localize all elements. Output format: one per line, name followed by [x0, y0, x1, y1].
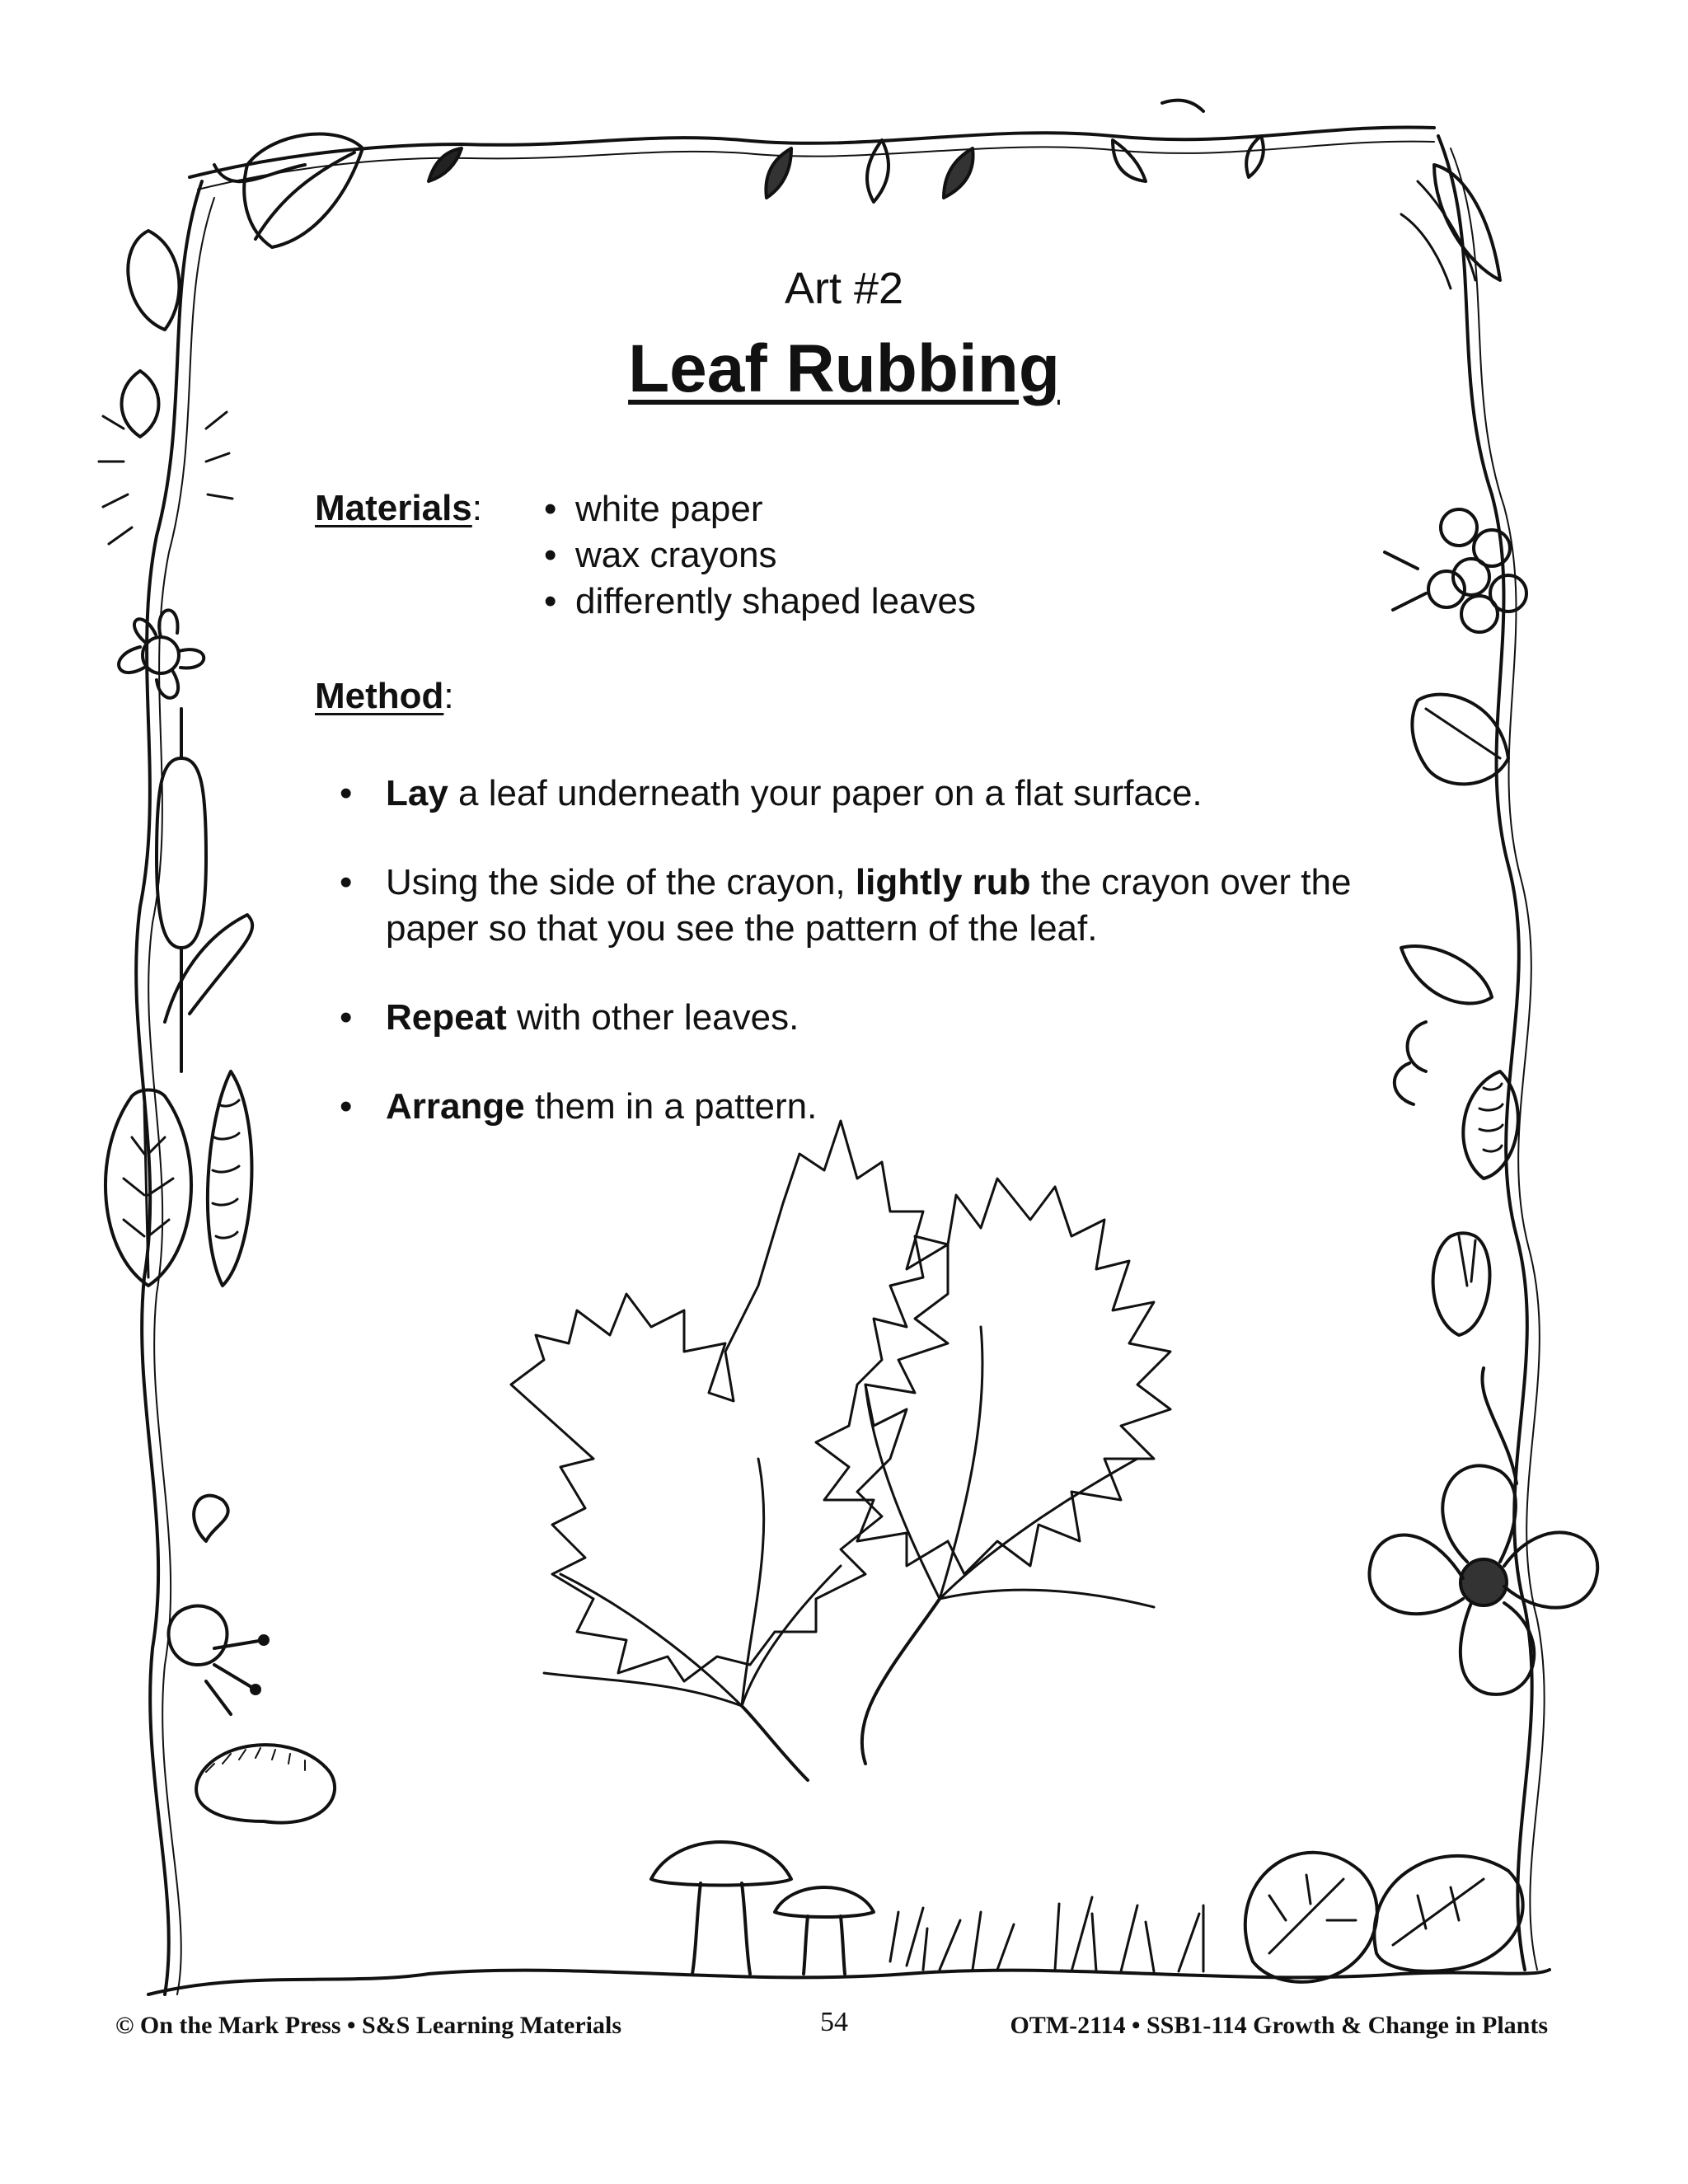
- materials-item: [544, 579, 976, 625]
- bullet-icon: •: [340, 1086, 353, 1127]
- footer-product-code: OTM-2114 • SSB1-114 Growth & Change in Plants: [1010, 2012, 1548, 2039]
- method-step: [340, 1084, 1378, 1130]
- materials-item-text: wax crayons: [575, 535, 777, 575]
- materials-item-text: differently shaped leaves: [575, 581, 976, 621]
- step-text: the crayon over the paper so that you see the pattern of the leaf.: [386, 862, 1352, 949]
- materials-heading: [315, 486, 482, 531]
- step-text: with other leaves.: [506, 997, 799, 1038]
- step-keyword: Arrange: [386, 1086, 525, 1127]
- materials-item: [544, 486, 976, 532]
- materials-colon: :: [471, 488, 482, 528]
- activity-number: Art #2: [784, 264, 904, 313]
- bullet-icon: •: [544, 489, 557, 529]
- bullet-icon: •: [544, 581, 557, 621]
- step-keyword: lightly rub: [855, 862, 1031, 902]
- method-step: [340, 860, 1378, 952]
- method-colon: :: [443, 676, 454, 716]
- materials-list: [544, 486, 976, 625]
- page-title: Leaf Rubbing: [628, 331, 1060, 406]
- materials-label: Materials: [315, 488, 472, 528]
- materials-item: [544, 532, 976, 579]
- footer-publisher: © On the Mark Press • S&S Learning Materials: [115, 2012, 621, 2039]
- method-label: Method: [315, 676, 444, 716]
- step-text: a leaf underneath your paper on a flat surface.: [448, 773, 1203, 813]
- method-steps: [340, 771, 1378, 1173]
- bullet-icon: •: [544, 535, 557, 575]
- materials-item-text: white paper: [575, 489, 763, 529]
- step-keyword: Repeat: [386, 997, 507, 1038]
- step-keyword: Lay: [386, 773, 448, 813]
- method-step: [340, 995, 1378, 1041]
- page-number: 54: [820, 2007, 848, 2037]
- step-text-prefix: Using the side of the crayon,: [386, 862, 856, 902]
- bullet-icon: •: [340, 773, 353, 813]
- bullet-icon: •: [340, 862, 353, 902]
- step-text: them in a pattern.: [524, 1086, 818, 1127]
- method-heading: [315, 674, 454, 719]
- bullet-icon: •: [340, 997, 353, 1038]
- method-step: [340, 771, 1378, 817]
